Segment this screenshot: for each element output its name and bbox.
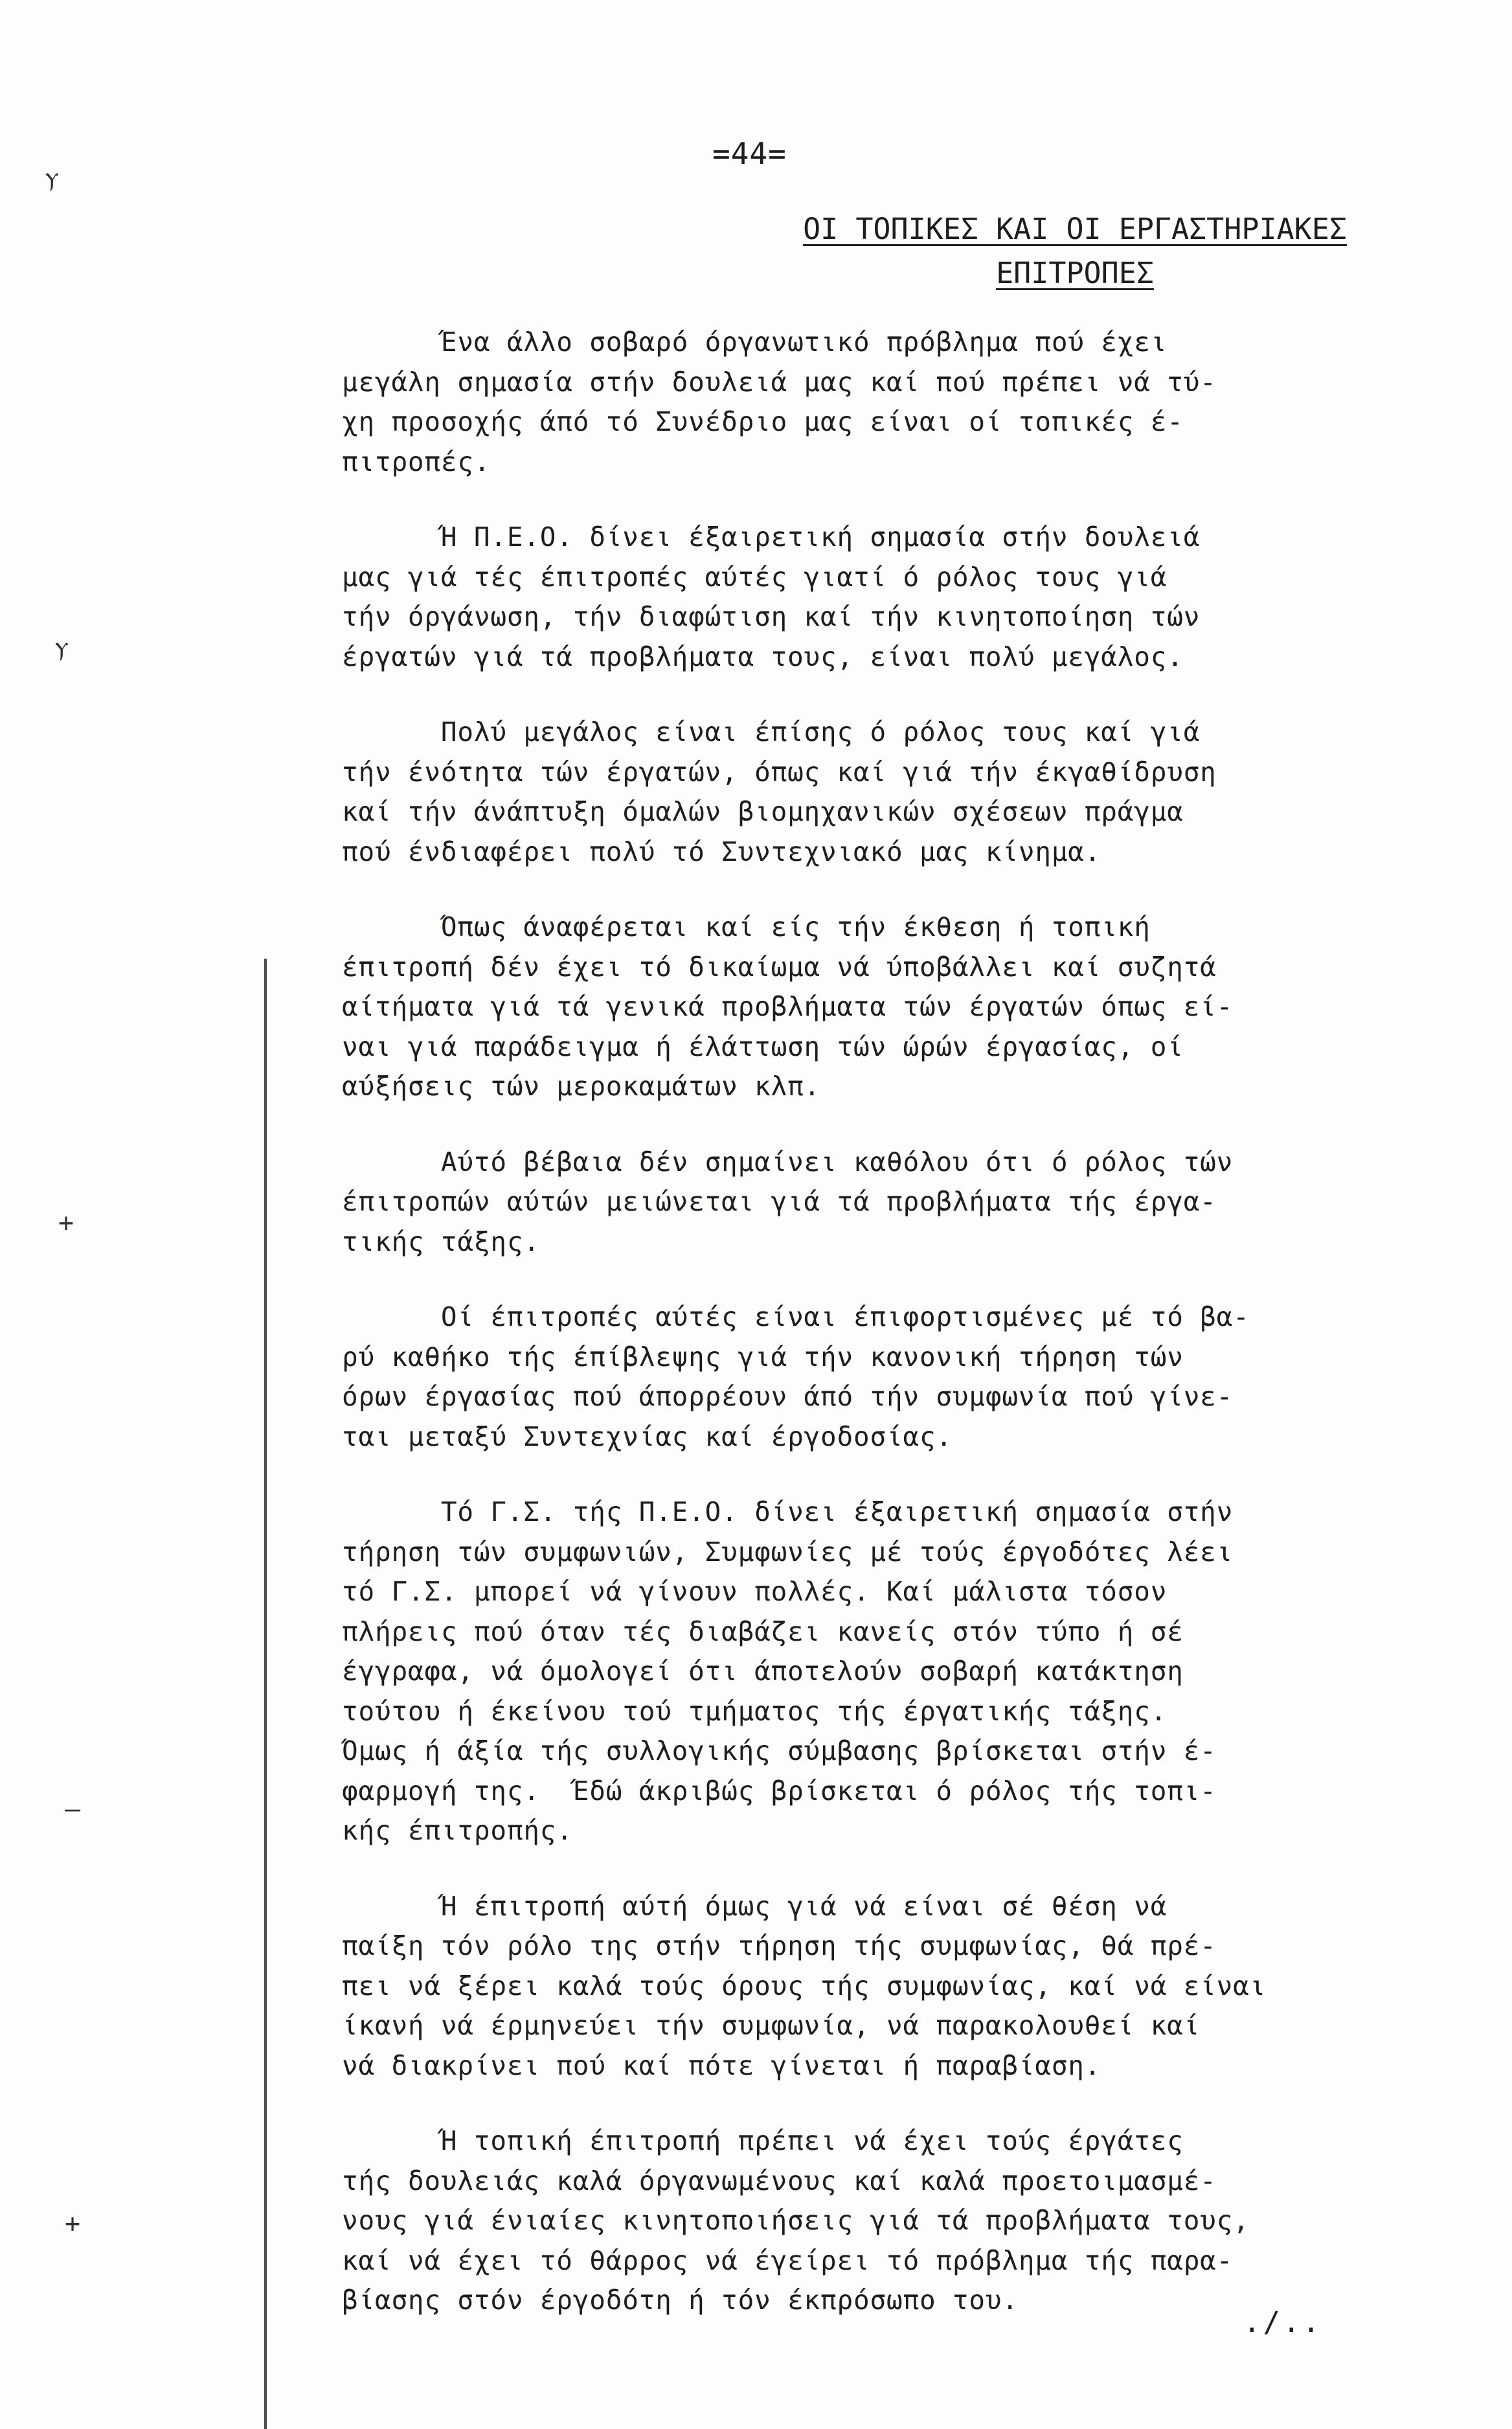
paragraph: Ή έπιτροπή αύτή όμως γιά νά είναι σέ θέση νά παίξη τόν ρόλο της στήν τήρηση τής συμφωνίας, θά πρέ- πει νά ξέρει καλά τούς όρους τής συμφωνίας, καί νά είναι ίκανή νά έρμηνεύει τήν συμφωνία, νά παρακολουθεί καί νά διακρίνει πού καί πότε γίνεται ή παραβίαση. bbox=[342, 1890, 1267, 2081]
section-title bbox=[754, 207, 1395, 295]
margin-mark: + bbox=[65, 2209, 81, 2239]
paragraph: Αύτό βέβαια δέν σημαίνει καθόλου ότι ό ρόλος τών έπιτροπών αύτών μειώνεται γιά τά προβλήματα τής έργα- τικής τάξης. bbox=[342, 1146, 1234, 1257]
body-text bbox=[342, 323, 1443, 2356]
paragraph: Όπως άναφέρεται καί είς τήν έκθεση ή τοπική έπιτροπή δέν έχει τό δικαίωμα νά ύποβάλλει καί συζητά αίτήματα γιά τά γενικά προβλήματα τών έργατών όπως εί- ναι γιά παράδειγμα ή έλάττωση τών ώρών έργασίας, οί αύξήσεις τών μεροκαμάτων κλπ. bbox=[342, 911, 1234, 1102]
margin-mark: + bbox=[58, 1208, 74, 1238]
title-line-1: ΟΙ ΤΟΠΙΚΕΣ ΚΑΙ ΟΙ ΕΡΓΑΣΤΗΡΙΑΚΕΣ bbox=[803, 212, 1347, 246]
margin-mark: – bbox=[65, 1794, 81, 1824]
continuation-mark: ./.. bbox=[1243, 2306, 1322, 2339]
paragraph: Ή Π.Ε.Ο. δίνει έξαιρετική σημασία στήν δουλειά μας γιά τές έπιτροπές αύτές γιατί ό ρόλος τους γιά τήν όργάνωση, τήν διαφώτιση καί τήν κινητοποίηση τών έργατών γιά τά προβλήματα τους, είναι πολύ μεγάλος. bbox=[342, 521, 1201, 672]
paragraph: Ή τοπική έπιτροπή πρέπει νά έχει τούς έργάτες τής δουλειάς καλά όργανωμένους καί καλά προετοιμασμέ- νους γιά ένιαίες κινητοποιήσεις γιά τά προβλήματα τους, καί νά έχει τό θάρρος νά έγείρει τό πρόβλημα τής παρα- βίασης στόν έργοδότη ή τόν έκπρόσωπο του. bbox=[342, 2125, 1250, 2316]
margin-mark: ⲩ bbox=[45, 162, 59, 192]
margin-line bbox=[264, 959, 267, 2429]
paragraph: Τό Γ.Σ. τής Π.Ε.Ο. δίνει έξαιρετική σημασία στήν τήρηση τών συμφωνιών, Συμφωνίες μέ τούς έργοδότες λέει τό Γ.Σ. μπορεί νά γίνουν πολλές. Καί μάλιστα τόσον πλήρεις πού όταν τές διαβάζει κανείς στόν τύπο ή σέ έγγραφα, νά όμολογεί ότι άποτελούν σοβαρή κατάκτηση τούτου ή έκείνου τού τμήματος τής έργατικής τάξης. Όμως ή άξία τής συλλογικής σύμβασης βρίσκεται στήν έ- φαρμογή της. Έδώ άκριβώς βρίσκεται ό ρόλος τής τοπι- κής έπιτροπής. bbox=[342, 1496, 1234, 1846]
title-line-2: ΕΠΙΤΡΟΠΕΣ bbox=[996, 256, 1154, 290]
margin-mark: ⲩ bbox=[55, 632, 69, 661]
page-number: =44= bbox=[712, 136, 787, 171]
paragraph: Πολύ μεγάλος είναι έπίσης ό ρόλος τους καί γιά τήν ένότητα τών έργατών, όπως καί γιά τήν έκγαθίδρυση καί τήν άνάπτυξη όμαλών βιομηχανικών σχέσεων πράγμα πού ένδιαφέρει πολύ τό Συντεχνιακό μας κίνημα. bbox=[342, 716, 1217, 867]
paragraph: Οί έπιτροπές αύτές είναι έπιφορτισμένες μέ τό βα- ρύ καθήκο τής έπίβλεψης γιά τήν κανονική τήρηση τών όρων έργασίας πού άπορρέουν άπό τήν συμφωνία πού γίνε- ται μεταξύ Συντεχνίας καί έργοδοσίας. bbox=[342, 1301, 1250, 1452]
paragraph: Ένα άλλο σοβαρό όργανωτικό πρόβλημα πού έχει μεγάλη σημασία στήν δουλειά μας καί πού πρέπει νά τύ- χη προσοχής άπό τό Συνέδριο μας είναι οί τοπικές έ- πιτροπές. bbox=[342, 326, 1217, 477]
